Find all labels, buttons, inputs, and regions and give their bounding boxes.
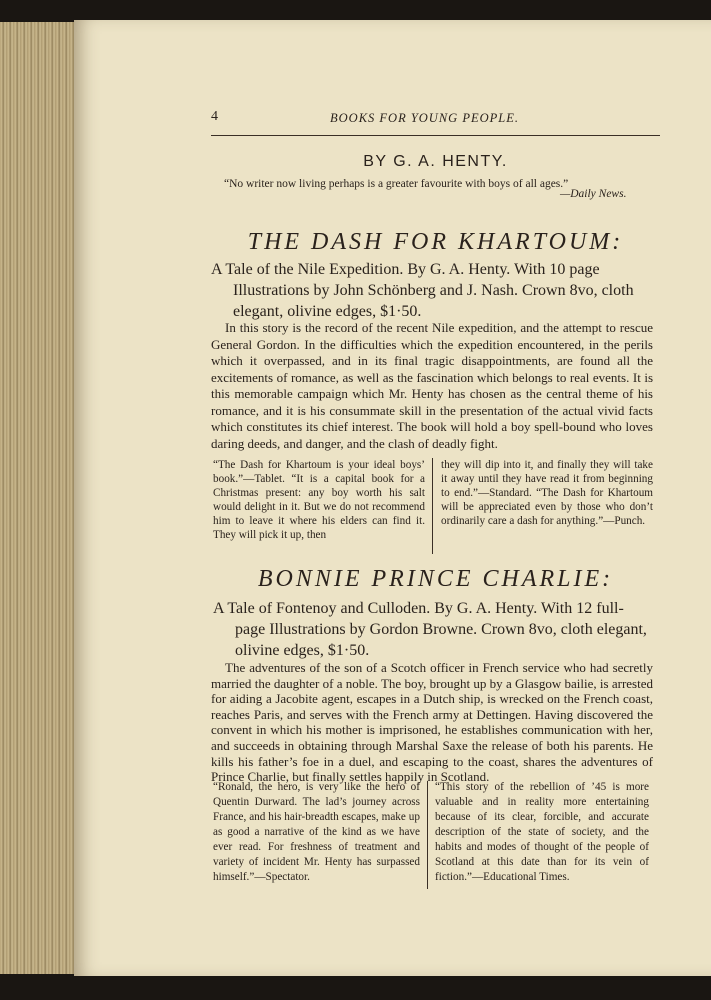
book1-review-right: they will dip into it, and finally they will take it away until they have read it from beginning to end.”—Standard. “The Dash for Khartoum will be appreciated even by those who don’t ordinarily care a dash for anything.”—Punch. <box>441 459 653 527</box>
book2-description: The adventures of the son of a Scotch officer in French service who had secretly married the daughter of a noble. The boy, brought up by a Glasgow bailie, is arrested for aiding a Jacobite agent, escapes in a Dutch ship, is wrecked on the French coast, reaches Paris, and serves with the French army at Dettingen. Having discovered the convent in which his mother is imprisoned, he establishes communication with her, and succeeds in obtaining through Marshal Saxe the release of both his parents. He kills his father’s foe in a duel, and escaping to the coast, shares the adventures of Prince Charlie, but finally settles happily in Scotland. <box>211 660 653 785</box>
book1-description-block <box>211 320 653 452</box>
book1-description: In this story is the record of the recent Nile expedition, and the attempt to rescue General Gordon. In the difficulties which the expedition encountered, in the perils which it overpassed, and in its final tragic disappointments, are found all the excitements of romance, as well as the fascination which belongs to real events. It is this memorable campaign which Mr. Henty has chosen as the central theme of his romance, and it is his consummate skill in the presentation of the actual vivid facts which constitutes its chief interest. The book will hold a boy spell-bound who loves daring deeds, and danger, and the clash of deadly fight. <box>211 320 653 451</box>
book2-review-right-block <box>435 780 649 885</box>
book2-title: BONNIE PRINCE CHARLIE: <box>257 566 614 592</box>
book2-review-left: “Ronald, the hero, is very like the hero of Quentin Durward. The lad’s journey across France, and his hair-breadth escapes, make up as good a narrative of the kind as we have ever read. For freshness of treatment and variety of incident Mr. Henty has surpassed himself.”—Spectator. <box>213 781 420 883</box>
book2-review-right: “This story of the rebellion of ’45 is more valuable and in reality more entertaining because of its clear, forcible, and accurate description of the state of society, and the habits and modes of thought of the people of Scotland at this date than for its vein of fiction.”—Educational Times. <box>435 781 649 883</box>
book2-subtitle: A Tale of Fontenoy and Culloden. By G. A. Henty. With 12 full-page Illustrations by Gordon Browne. Crown 8vo, cloth elegant, olivine edges, $1·50. <box>213 600 647 659</box>
book1-subtitle: A Tale of the Nile Expedition. By G. A. Henty. With 10 page Illustrations by John Schönberg and J. Nash. Crown 8vo, cloth elegant, olivine edges, $1·50. <box>211 261 634 320</box>
page-number: 4 <box>211 109 218 124</box>
book1-review-left-block <box>213 458 425 542</box>
running-head: BOOKS FOR YOUNG PEOPLE. <box>330 111 519 125</box>
book2-column-divider <box>427 781 428 889</box>
book1-column-divider <box>432 458 433 554</box>
book1-review-right-block <box>441 458 653 528</box>
book2-subtitle-block <box>213 598 653 661</box>
book1-subtitle-block <box>211 259 653 322</box>
book1-title: THE DASH FOR KHARTOUM: <box>247 229 624 255</box>
book-spine-edge <box>0 22 78 974</box>
book2-description-block <box>211 660 653 785</box>
epigraph-quote: “No writer now living perhaps is a greater favourite with boys of all ages.” <box>224 178 569 190</box>
epigraph-source: —Daily News. <box>560 188 627 200</box>
author-heading: BY G. A. HENTY. <box>363 153 508 170</box>
book1-review-left: “The Dash for Khartoum is your ideal boys’ book.”—Tablet. “It is a capital book for a Christmas present: any boy worth his salt would delight in it. But we do not recommend him to leave it where his elders can find it. They will pick it up, then <box>213 459 425 541</box>
book2-review-left-block <box>213 780 420 885</box>
header-rule <box>211 135 660 136</box>
